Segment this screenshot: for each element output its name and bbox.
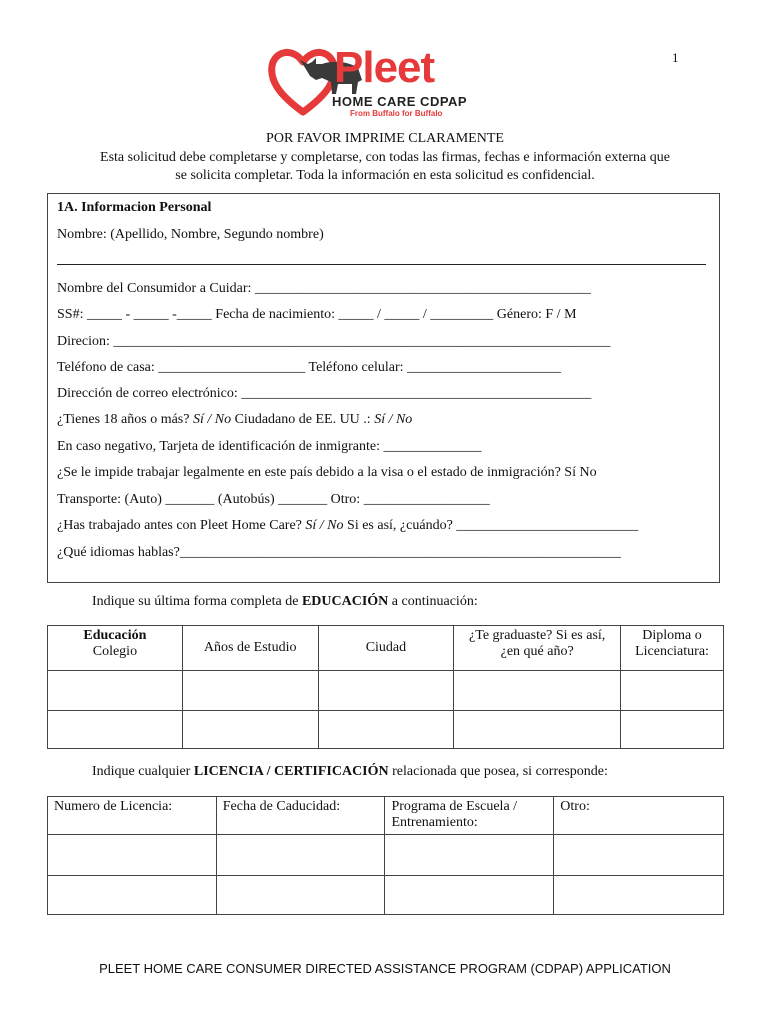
section-title: 1A. Informacion Personal [57,200,212,215]
header-education-title: Educación [83,628,147,643]
header-graduated-l2: ¿en qué año? [500,644,574,659]
header-diploma [621,626,724,671]
header-program-l1: Programa de Escuela / [391,799,518,814]
name-field[interactable] [57,264,706,265]
header-education [48,626,183,671]
page-footer: PLEET HOME CARE CONSUMER DIRECTED ASSISTANCE PROGRAM (CDPAP) APPLICATION [99,961,671,976]
header-diploma-l1: Diploma o [642,628,702,643]
header-license-number: Numero de Licencia: [48,797,217,835]
consumer-name-field[interactable]: Nombre del Consumidor a Cuidar: ________________________________________________ [57,281,591,296]
worked-before-prefix: ¿Has trabajado antes con Pleet Home Care? [57,518,306,533]
worked-before-option[interactable]: Sí / No [305,518,344,533]
age-citizen-question[interactable] [57,412,412,428]
header-years: Años de Estudio [182,626,318,671]
edu-intro-prefix: Indique su última forma completa de [92,594,302,609]
header-education-sub: Colegio [92,644,138,659]
edu-intro-suffix: a continuación: [388,594,478,609]
languages-field[interactable]: ¿Qué idiomas hablas?_______________________________________________________________ [57,545,621,560]
table-header-row [48,797,724,835]
citizen-option[interactable]: Sí / No [374,412,413,427]
education-table [47,625,724,749]
table-row[interactable] [48,835,724,876]
table-row[interactable] [48,876,724,915]
ss-dob-gender-field[interactable]: SS#: _____ - _____ -_____ Fecha de nacimiento: _____ / _____ / _________ Género: F / M [57,307,577,322]
logo-subtitle: HOME CARE CDPAP [332,94,468,109]
address-field[interactable]: Direcion: _______________________________________________________________________ [57,334,611,349]
phone-fields[interactable]: Teléfono de casa: _____________________ Teléfono celular: ______________________ [57,360,562,375]
header-other: Otro: [554,797,724,835]
license-intro [92,764,608,780]
page-heading: POR FAVOR IMPRIME CLARAMENTE [266,131,504,146]
worked-before-suffix: Si es así, ¿cuándo? __________________________ [343,518,639,533]
immigrant-card-field[interactable]: En caso negativo, Tarjeta de identificación de inmigrante: ______________ [57,439,482,454]
page-number: 1 [672,50,679,65]
header-diploma-l2: Licenciatura: [635,644,709,659]
logo-tagline: From Buffalo for Buffalo [350,109,443,118]
age-citizen-prefix: ¿Tienes 18 años o más? [57,412,193,427]
header-graduated [454,626,621,671]
edu-intro-bold: EDUCACIÓN [301,594,389,609]
name-label: Nombre: (Apellido, Nombre, Segundo nombre) [57,227,324,242]
company-logo [268,42,478,122]
lic-intro-prefix: Indique cualquier [92,764,194,779]
work-restriction-question[interactable]: ¿Se le impide trabajar legalmente en este país debido a la visa o el estado de inmigración? Sí No [57,465,597,480]
logo-brand: Pleet [334,43,435,92]
intro-text: Esta solicitud debe completarse y completarse, con todas las firmas, fechas e información externa que se solicita completar. Toda la información en esta solicitud es confidencial. [100,150,670,183]
header-graduated-l1: ¿Te graduaste? Si es así, [469,628,606,643]
license-table [47,796,724,915]
header-expiration: Fecha de Caducidad: [216,797,385,835]
transport-field[interactable]: Transporte: (Auto) _______ (Autobús) _______ Otro: __________________ [57,492,490,507]
personal-info-section [47,193,720,583]
table-header-row [48,626,724,671]
worked-before-question[interactable] [57,518,638,534]
table-row[interactable] [48,711,724,749]
lic-intro-suffix: relacionada que posea, si corresponde: [388,764,608,779]
email-field[interactable]: Dirección de correo electrónico: __________________________________________________ [57,386,592,401]
header-city: Ciudad [318,626,454,671]
header-program [385,797,554,835]
table-row[interactable] [48,671,724,711]
education-intro [92,594,478,610]
citizen-label: Ciudadano de EE. UU .: [231,412,375,427]
age-option[interactable]: Sí / No [192,412,232,427]
header-program-l2: Entrenamiento: [391,815,478,830]
lic-intro-bold: LICENCIA / CERTIFICACIÓN [193,764,389,779]
